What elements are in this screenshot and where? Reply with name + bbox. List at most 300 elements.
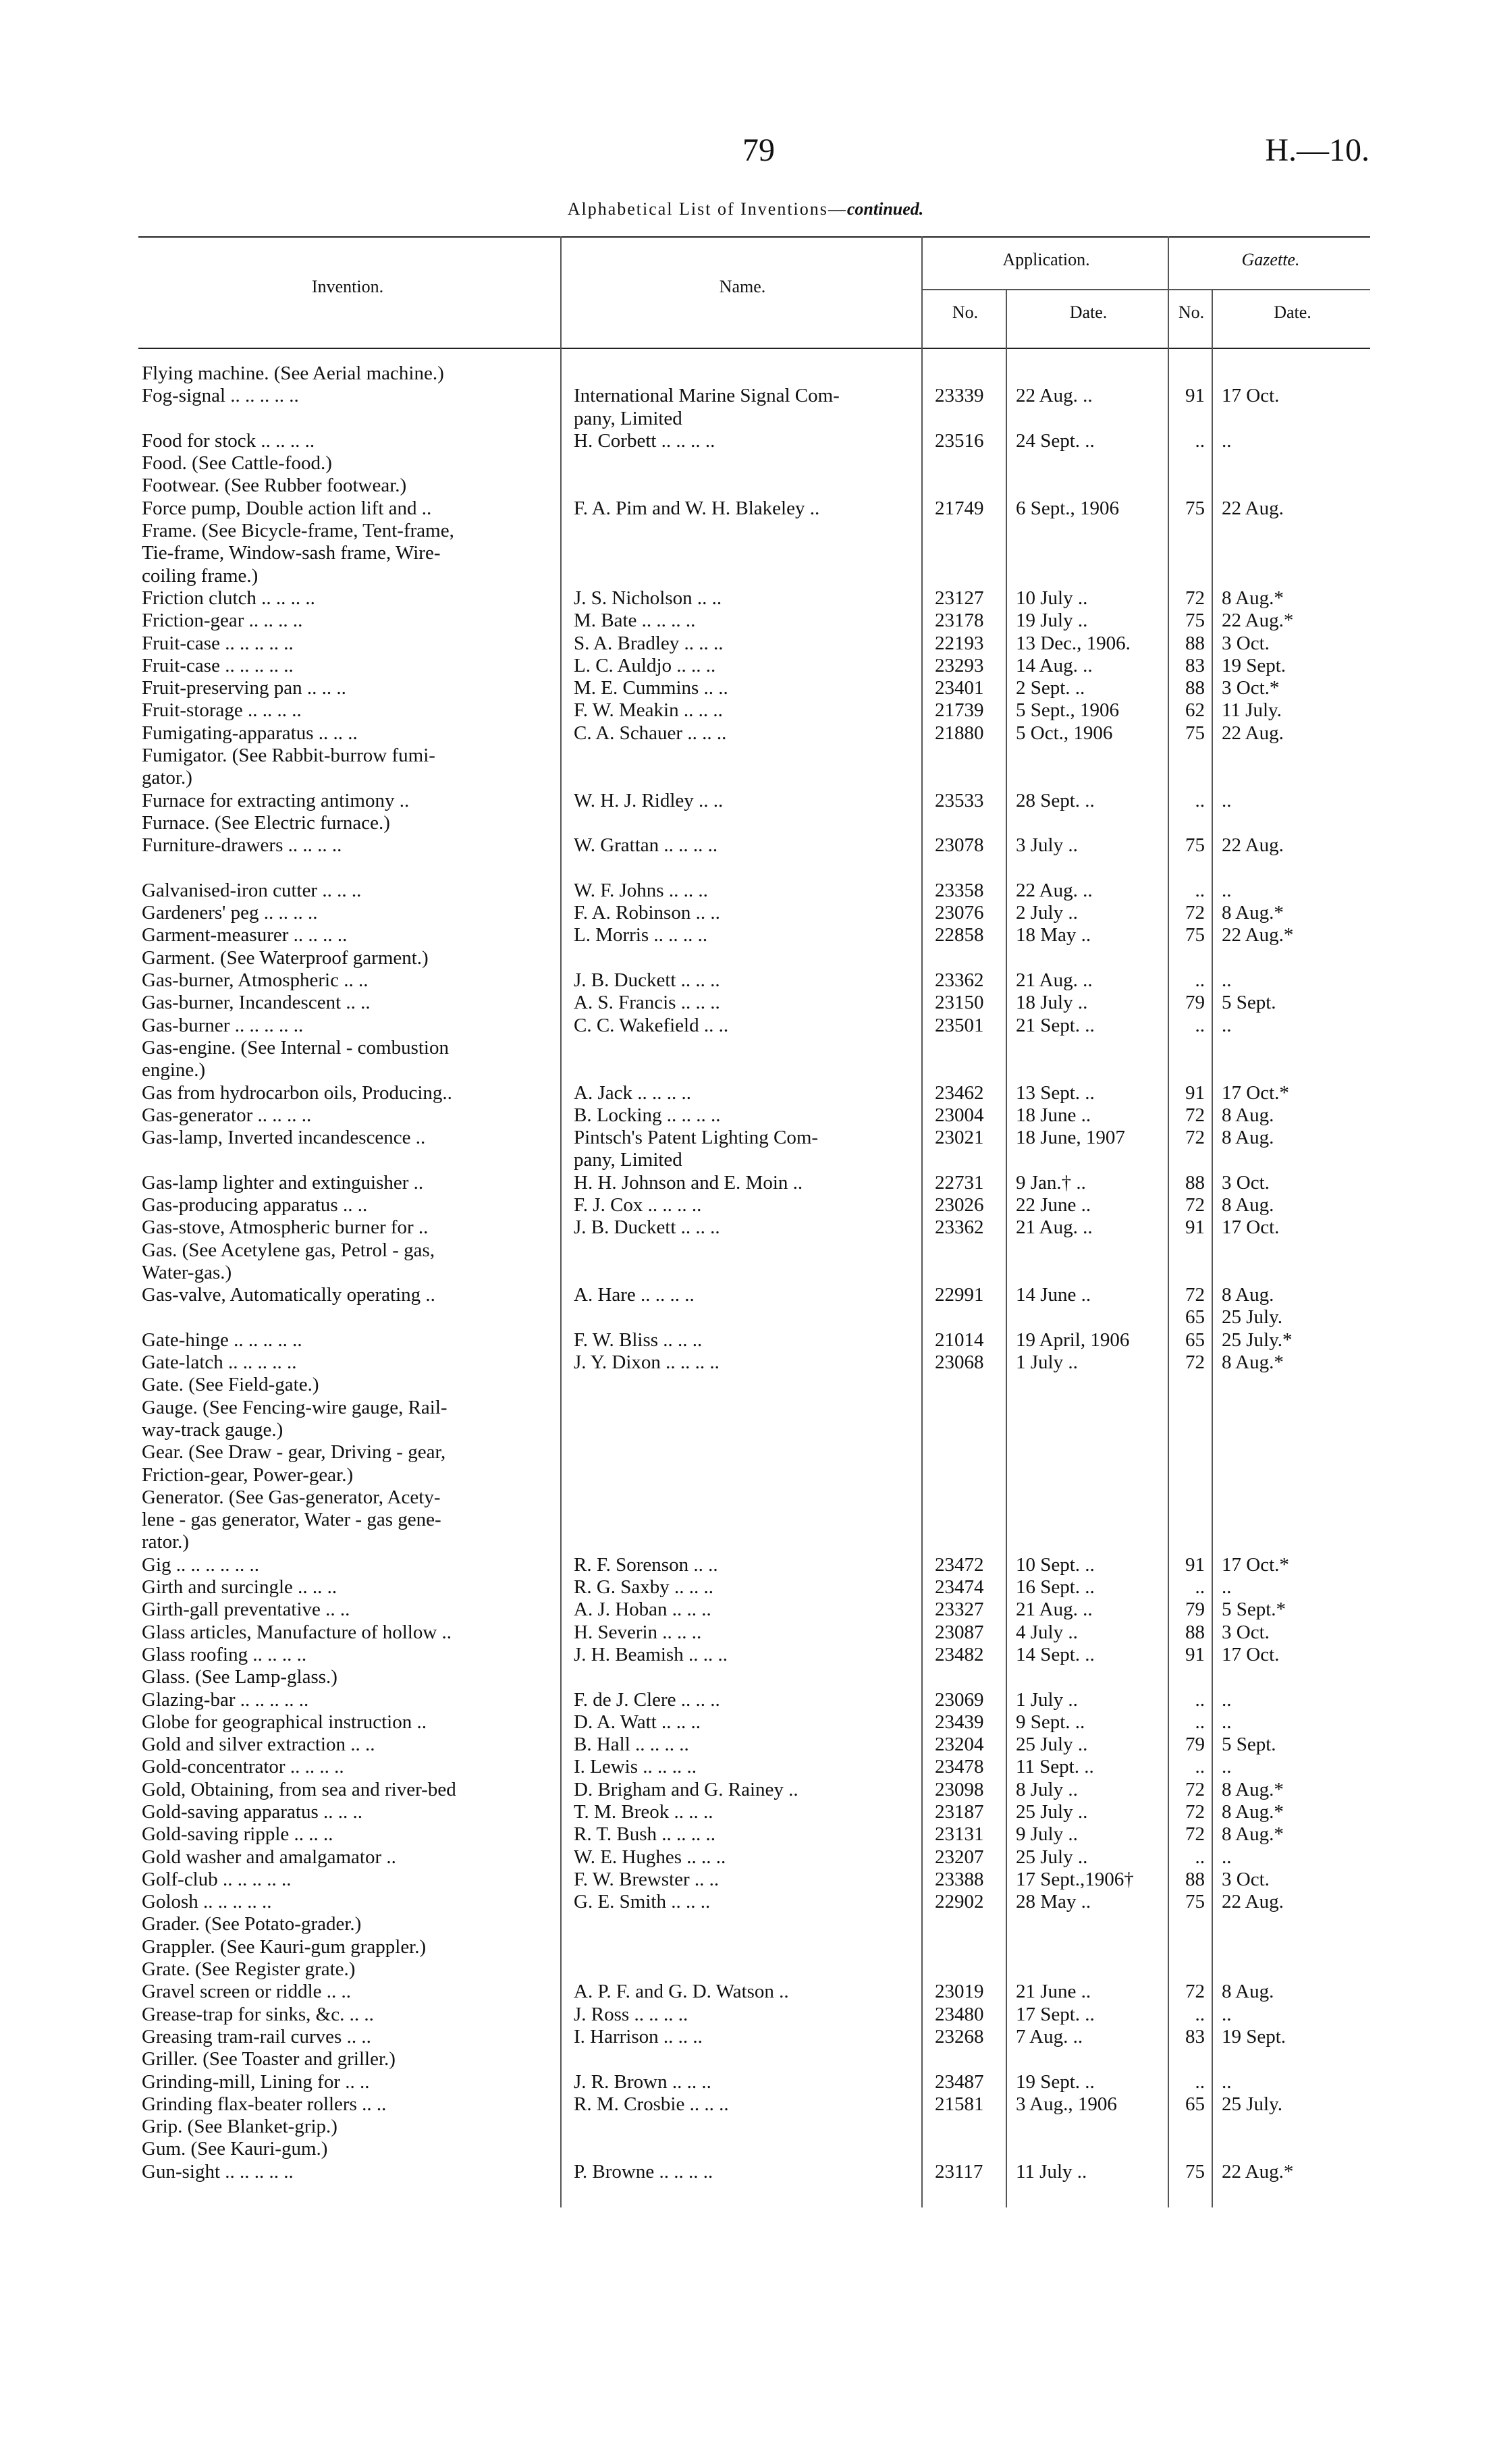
gazette-no-cell: 72 [1185,1823,1205,1846]
invention-cell: Furniture-drawers .. .. .. .. [142,834,342,857]
application-no-cell: 21581 [935,2093,984,2115]
application-date-cell: 25 July .. [1016,1801,1088,1823]
gazette-no-cell: .. [1195,429,1205,452]
invention-cell: Flying machine. (See Aerial machine.) [142,363,444,384]
table-row [0,1576,1491,1599]
name-cell: pany, Limited [574,1149,682,1171]
name-cell: W. Grattan .. .. .. .. [574,834,718,857]
table-row [0,1622,1491,1644]
gazette-date-cell: 8 Aug. [1222,1127,1274,1149]
table-row [0,1913,1491,1935]
invention-cell: Globe for geographical instruction .. [142,1711,427,1733]
application-no-cell: 23127 [935,587,984,609]
application-date-cell: 22 Aug. .. [1016,385,1093,407]
invention-cell: Gas-generator .. .. .. .. [142,1104,312,1126]
invention-cell: Fog-signal .. .. .. .. .. [142,385,299,407]
table-row [0,902,1491,924]
application-date-cell: 4 July .. [1016,1621,1078,1643]
invention-cell: Gas-lamp lighter and extinguisher .. [142,1171,424,1194]
table-row [0,1262,1491,1284]
invention-cell: Gate-hinge .. .. .. .. .. [142,1329,302,1351]
gazette-date-cell: 8 Aug.* [1222,1351,1284,1374]
table-row [0,1397,1491,1419]
application-no-cell: 23388 [935,1868,984,1890]
name-cell: W. H. J. Ridley .. .. [574,789,724,811]
invention-cell: Grip. (See Blanket-grip.) [142,2116,337,2138]
gazette-no-cell: 72 [1185,1801,1205,1823]
invention-cell: Generator. (See Gas-generator, Acety- [142,1486,441,1508]
table-row [0,857,1491,880]
table-row [0,1464,1491,1487]
gazette-no-cell: 72 [1185,1778,1205,1800]
table-row [0,722,1491,745]
invention-cell: Fumigating-apparatus .. .. .. [142,722,358,744]
name-cell: I. Harrison .. .. .. [574,2025,703,2047]
gazette-no-cell: 72 [1185,1351,1205,1374]
invention-cell: Gauge. (See Fencing-wire gauge, Rail- [142,1396,448,1418]
invention-cell: Gate-latch .. .. .. .. .. [142,1351,297,1374]
gazette-no-cell: .. [1195,1846,1205,1868]
gazette-date-cell: 25 July.* [1222,1329,1293,1351]
application-no-cell: 23178 [935,610,984,632]
table-row [0,1981,1491,2003]
table-row [0,812,1491,834]
application-no-cell: 23026 [935,1194,984,1216]
invention-cell: Footwear. (See Rubber footwear.) [142,475,407,497]
application-no-cell: 23019 [935,1981,984,2003]
invention-cell: Water-gas.) [142,1261,232,1283]
invention-cell: Fruit-case .. .. .. .. .. [142,654,294,676]
gazette-no-cell: .. [1195,1014,1205,1036]
table-row [0,452,1491,475]
gazette-no-cell: 72 [1185,1284,1205,1306]
gazette-date-cell: .. [1222,879,1232,901]
col-gaz-no: No. [1178,302,1205,322]
invention-cell: Gas-engine. (See Internal - combustion [142,1036,449,1059]
invention-cell: Gas-burner .. .. .. .. .. [142,1014,304,1036]
application-date-cell: 21 Sept. .. [1016,1014,1095,1036]
invention-cell: Garment-measurer .. .. .. .. [142,924,348,946]
name-cell: M. E. Cummins .. .. [574,677,728,699]
table-row [0,880,1491,902]
application-date-cell: 2 Sept. .. [1016,677,1085,699]
table-row [0,1194,1491,1216]
gazette-no-cell: 65 [1185,2093,1205,2115]
gazette-date-cell: 22 Aug.* [1222,610,1294,632]
invention-cell: Force pump, Double action lift and .. [142,497,432,519]
name-cell: J. Y. Dixon .. .. .. .. [574,1351,720,1374]
application-date-cell: 19 April, 1906 [1016,1329,1130,1351]
name-cell: M. Bate .. .. .. .. [574,610,696,632]
name-cell: A. S. Francis .. .. .. [574,992,720,1014]
application-no-cell: 23401 [935,677,984,699]
gazette-no-cell: .. [1195,969,1205,992]
gazette-date-cell: 17 Oct. [1222,1216,1280,1239]
name-cell: C. C. Wakefield .. .. [574,1014,729,1036]
gazette-no-cell: 79 [1185,1599,1205,1621]
invention-cell: Fruit-preserving pan .. .. .. [142,677,346,699]
name-cell: A. Jack .. .. .. .. [574,1081,691,1104]
invention-cell: engine.) [142,1059,206,1081]
gazette-no-cell: 75 [1185,722,1205,744]
invention-cell: Gum. (See Kauri-gum.) [142,2138,328,2160]
application-date-cell: 22 June .. [1016,1194,1091,1216]
table-row [0,2004,1491,2026]
table-row [0,1644,1491,1666]
application-date-cell: 24 Sept. .. [1016,429,1095,452]
table-row [0,767,1491,789]
table-row [0,1509,1491,1531]
invention-cell: Grinding-mill, Lining for .. .. [142,2070,370,2093]
table-row [0,1015,1491,1037]
table-row [0,1779,1491,1801]
gazette-date-cell: 3 Oct. [1222,632,1270,654]
table-row [0,1936,1491,1958]
gazette-date-cell: 22 Aug. [1222,834,1284,857]
gazette-date-cell: 8 Aug.* [1222,1778,1284,1800]
invention-cell: Gun-sight .. .. .. .. .. [142,2160,294,2182]
table-header-rule [138,348,1370,349]
name-cell: B. Hall .. .. .. .. [574,1734,689,1756]
table-row [0,992,1491,1014]
invention-cell: Glass roofing .. .. .. .. [142,1643,307,1665]
application-date-cell: 14 June .. [1016,1284,1091,1306]
gazette-date-cell: 5 Sept. [1222,992,1276,1014]
table-row [0,1554,1491,1576]
gazette-no-cell: 79 [1185,992,1205,1014]
name-cell: D. A. Watt .. .. .. [574,1711,701,1733]
invention-cell: Gas-stove, Atmospheric burner for .. [142,1216,429,1239]
invention-cell: Galvanised-iron cutter .. .. .. [142,879,362,901]
name-cell: G. E. Smith .. .. .. [574,1891,711,1913]
invention-cell: Gold and silver extraction .. .. [142,1734,375,1756]
gazette-date-cell: 22 Aug.* [1222,2160,1294,2182]
invention-cell: Grinding flax-beater rollers .. .. [142,2093,387,2115]
table-row [0,2071,1491,2093]
gazette-no-cell: 91 [1185,1643,1205,1665]
gazette-no-cell: 72 [1185,902,1205,924]
table-row [0,587,1491,610]
invention-cell: Gravel screen or riddle .. .. [142,1981,352,2003]
application-date-cell: 14 Aug. .. [1016,654,1093,676]
invention-cell: Gear. (See Draw - gear, Driving - gear, [142,1441,446,1464]
application-date-cell: 2 July .. [1016,902,1078,924]
gazette-no-cell: 65 [1185,1306,1205,1329]
table-row [0,745,1491,767]
title-text: Alphabetical List of Inventions— [567,199,847,219]
application-no-cell: 23516 [935,429,984,452]
gazette-no-cell: 75 [1185,924,1205,946]
gazette-label: Gazette. [1241,250,1300,269]
name-cell: F. W. Meakin .. .. .. [574,699,723,722]
table-row [0,1869,1491,1891]
invention-cell: Friction clutch .. .. .. .. [142,587,315,609]
gazette-date-cell: 3 Oct. [1222,1868,1270,1890]
application-date-cell: 28 Sept. .. [1016,789,1095,811]
application-no-cell: 23207 [935,1846,984,1868]
invention-cell: rator.) [142,1531,190,1553]
table-row [0,699,1491,722]
application-no-cell: 23472 [935,1553,984,1576]
application-no-cell: 23098 [935,1778,984,1800]
application-date-cell: 9 Jan.† .. [1016,1171,1086,1194]
name-cell: International Marine Signal Com- [574,385,840,407]
gazette-no-cell: 83 [1185,654,1205,676]
invention-cell: Golosh .. .. .. .. .. [142,1891,272,1913]
name-cell: F. W. Bliss .. .. .. [574,1329,703,1351]
application-date-cell: 1 July .. [1016,1688,1078,1711]
application-date-cell: 21 Aug. .. [1016,1216,1093,1239]
table-row [0,1216,1491,1239]
table-row [0,1037,1491,1059]
gazette-date-cell: 22 Aug. [1222,497,1284,519]
invention-cell: Gas-producing apparatus .. .. [142,1194,368,1216]
table-row [0,1734,1491,1756]
invention-cell: Food for stock .. .. .. .. [142,429,315,452]
name-cell: D. Brigham and G. Rainey .. [574,1778,798,1800]
table-row [0,1891,1491,1913]
invention-cell: Griller. (See Toaster and griller.) [142,2048,396,2070]
application-no-cell: 23076 [935,902,984,924]
invention-cell: lene - gas generator, Water - gas gene- [142,1509,441,1531]
gazette-date-cell: 8 Aug.* [1222,902,1284,924]
application-date-cell: 9 Sept. .. [1016,1711,1085,1733]
table-row [0,1487,1491,1509]
name-cell: L. C. Auldjo .. .. .. [574,654,716,676]
application-date-cell: 17 Sept.,1906† [1016,1868,1134,1890]
gazette-date-cell: 8 Aug. [1222,1981,1274,2003]
name-cell: P. Browne .. .. .. .. [574,2160,713,2182]
invention-cell: Gold washer and amalgamator .. [142,1846,396,1868]
table-row [0,947,1491,969]
table-row [0,655,1491,677]
invention-cell: Gas-lamp, Inverted incandescence .. [142,1127,426,1149]
gazette-date-cell: 8 Aug. [1222,1104,1274,1126]
application-date-cell: 6 Sept., 1906 [1016,497,1120,519]
gazette-date-cell: 17 Oct.* [1222,1553,1289,1576]
table-row [0,1711,1491,1734]
application-date-cell: 3 July .. [1016,834,1078,857]
table-row [0,363,1491,385]
gazette-date-cell: 17 Oct. [1222,1643,1280,1665]
application-date-cell: 16 Sept. .. [1016,1576,1095,1599]
invention-cell: Grappler. (See Kauri-gum grappler.) [142,1935,427,1958]
application-no-cell: 23078 [935,834,984,857]
application-date-cell: 17 Sept. .. [1016,2003,1095,2025]
invention-cell: Gas from hydrocarbon oils, Producing.. [142,1081,452,1104]
application-no-cell: 23501 [935,1014,984,1036]
name-cell: J. S. Nicholson .. .. [574,587,722,609]
gazette-no-cell: .. [1195,2003,1205,2025]
invention-cell: Gold, Obtaining, from sea and river-bed [142,1778,456,1800]
name-cell: F. W. Brewster .. .. [574,1868,720,1890]
gazette-date-cell: 17 Oct. [1222,385,1280,407]
invention-cell: Gold-saving apparatus .. .. .. [142,1801,362,1823]
table-row [0,408,1491,430]
gazette-no-cell: 88 [1185,1868,1205,1890]
gazette-no-cell: 88 [1185,1621,1205,1643]
gazette-date-cell: .. [1222,2070,1232,2093]
application-date-cell: 18 May .. [1016,924,1091,946]
application-date-cell: 8 July .. [1016,1778,1078,1800]
invention-cell: Gas-burner, Atmospheric .. .. [142,969,369,992]
application-date-cell: 9 July .. [1016,1823,1078,1846]
name-cell: H. H. Johnson and E. Moin .. [574,1171,803,1194]
gazette-no-cell: 75 [1185,834,1205,857]
application-no-cell: 23462 [935,1081,984,1104]
table-row [0,520,1491,542]
table-row [0,1666,1491,1688]
table-row [0,2026,1491,2048]
table-row [0,1306,1491,1329]
gazette-date-cell: .. [1222,2003,1232,2025]
gazette-no-cell: .. [1195,1688,1205,1711]
table-row [0,1127,1491,1149]
name-cell: J. B. Duckett .. .. .. [574,1216,720,1239]
gazette-no-cell: 83 [1185,2025,1205,2047]
gazette-no-cell: 62 [1185,699,1205,722]
name-cell: R. T. Bush .. .. .. .. [574,1823,716,1846]
gazette-date-cell: .. [1222,1711,1232,1733]
name-cell: Pintsch's Patent Lighting Com- [574,1127,819,1149]
application-no-cell: 23069 [935,1688,984,1711]
application-date-cell: 18 June, 1907 [1016,1127,1125,1149]
gazette-date-cell: .. [1222,1576,1232,1599]
table-row [0,2161,1491,2183]
application-no-cell: 23339 [935,385,984,407]
gazette-date-cell: 22 Aug. [1222,722,1284,744]
name-cell: A. J. Hoban .. .. .. [574,1599,711,1621]
application-no-cell: 23268 [935,2025,984,2047]
gazette-date-cell: 8 Aug. [1222,1194,1274,1216]
application-date-cell: 10 Sept. .. [1016,1553,1095,1576]
invention-cell: Fruit-storage .. .. .. .. [142,699,302,722]
application-no-cell: 21880 [935,722,984,744]
application-no-cell: 23004 [935,1104,984,1126]
table-row [0,969,1491,992]
invention-cell: Frame. (See Bicycle-frame, Tent-frame, [142,520,454,542]
invention-cell: Friction-gear .. .. .. .. [142,610,303,632]
gazette-date-cell: 19 Sept. [1222,2025,1286,2047]
gazette-no-cell: 88 [1185,632,1205,654]
table-row [0,1239,1491,1262]
table-row [0,565,1491,587]
page-number: 79 [742,132,775,168]
application-no-cell: 23327 [935,1599,984,1621]
invention-cell: Gas-valve, Automatically operating .. [142,1284,435,1306]
application-no-cell: 23439 [935,1711,984,1733]
table-row [0,1351,1491,1374]
application-no-cell: 23187 [935,1801,984,1823]
application-no-cell: 23117 [935,2160,983,2182]
application-no-cell: 22858 [935,924,984,946]
application-no-cell: 23358 [935,879,984,901]
application-no-cell: 21739 [935,699,984,722]
invention-cell: Gold-saving ripple .. .. .. [142,1823,333,1846]
name-cell: F. A. Pim and W. H. Blakeley .. [574,497,820,519]
gazette-date-cell: .. [1222,789,1232,811]
application-no-cell: 23087 [935,1621,984,1643]
table-row [0,1689,1491,1711]
application-date-cell: 5 Sept., 1906 [1016,699,1120,722]
gazette-no-cell: 79 [1185,1734,1205,1756]
invention-cell: Furnace. (See Electric furnace.) [142,811,390,834]
table-row [0,1801,1491,1823]
gazette-date-cell: 3 Oct. [1222,1171,1270,1194]
table-row [0,1284,1491,1306]
gazette-no-cell: .. [1195,789,1205,811]
gazette-no-cell: .. [1195,1711,1205,1733]
name-cell: J. R. Brown .. .. .. [574,2070,711,2093]
col-application: Application. [1002,250,1090,269]
invention-cell: Fumigator. (See Rabbit-burrow fumi- [142,745,435,767]
table-row [0,1441,1491,1464]
application-date-cell: 1 July .. [1016,1351,1078,1374]
invention-cell: Glass. (See Lamp-glass.) [142,1666,337,1688]
gazette-no-cell: 91 [1185,1216,1205,1239]
gazette-date-cell: 8 Aug.* [1222,1823,1284,1846]
invention-cell: Tie-frame, Window-sash frame, Wire- [142,542,441,564]
invention-cell: Glass articles, Manufacture of hollow .. [142,1621,452,1643]
gazette-no-cell: 65 [1185,1329,1205,1351]
table-row [0,542,1491,564]
invention-cell: Grader. (See Potato-grader.) [142,1913,362,1935]
gazette-no-cell: 72 [1185,587,1205,609]
table-row [0,633,1491,655]
name-cell: J. B. Duckett .. .. .. [574,969,720,992]
gazette-no-cell: 75 [1185,2160,1205,2182]
gazette-date-cell: .. [1222,429,1232,452]
table-row [0,1823,1491,1846]
application-no-cell: 23482 [935,1643,984,1665]
application-date-cell: 11 July .. [1016,2160,1087,2182]
table-row [0,834,1491,857]
application-no-cell: 23204 [935,1734,984,1756]
gazette-date-cell: .. [1222,1014,1232,1036]
invention-cell: Grease-trap for sinks, &c. .. .. [142,2003,374,2025]
application-date-cell: 19 July .. [1016,610,1088,632]
name-cell: S. A. Bradley .. .. .. [574,632,724,654]
gazette-date-cell: 22 Aug. [1222,1891,1284,1913]
table-row [0,1599,1491,1621]
gazette-date-cell: 5 Sept. [1222,1734,1276,1756]
application-no-cell: 23068 [935,1351,984,1374]
application-date-cell: 13 Sept. .. [1016,1081,1095,1104]
application-no-cell: 23474 [935,1576,984,1599]
gazette-date-cell: .. [1222,1756,1232,1778]
gazette-no-cell: .. [1195,2070,1205,2093]
table-row [0,1958,1491,1981]
invention-cell: way-track gauge.) [142,1418,283,1441]
application-date-cell: 21 Aug. .. [1016,969,1093,992]
gazette-date-cell: 3 Oct. [1222,1621,1270,1643]
name-cell: R. F. Sorenson .. .. [574,1553,718,1576]
gazette-date-cell: 22 Aug.* [1222,924,1294,946]
col-gazette [1171,250,1370,270]
inventions-table [0,363,1491,2183]
table-row [0,2116,1491,2138]
name-cell: H. Corbett .. .. .. .. [574,429,715,452]
name-cell: A. Hare .. .. .. .. [574,1284,695,1306]
gazette-no-cell: .. [1195,1756,1205,1778]
table-row [0,1082,1491,1104]
gazette-no-cell: 91 [1185,385,1205,407]
application-no-cell: 23362 [935,969,984,992]
name-cell: A. P. F. and G. D. Watson .. [574,1981,789,2003]
table-row [0,610,1491,632]
col-name: Name. [719,277,766,296]
application-date-cell: 28 May .. [1016,1891,1091,1913]
